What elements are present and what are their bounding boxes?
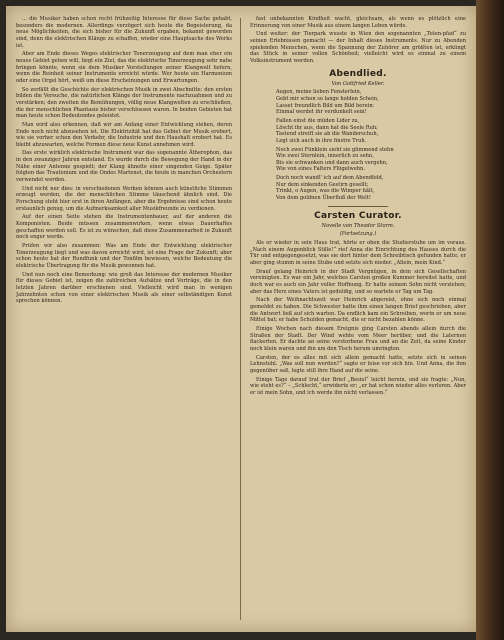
poem-title: Abendlied.: [329, 68, 387, 79]
poem-line: Legt sich auch in ihre finstre Truh.: [276, 137, 367, 144]
paragraph: Das erste wirklich elektrische Instrument war das sogenannte Ätherophon, das in den zwanziger Jahren entstand. Es wurde durch die Bewegung der Hand in der Nähe einer Antenne gespielt; der Klang ähnelte einer singenden Geige. Später folgten das Trautonium und die Ondes Martenot, die heute in manchen Orchestern verwendet werden.: [16, 150, 232, 184]
poem-line: Einmal werdet ihr verdunkelt sein!: [276, 109, 367, 116]
story-continuation-note: (Fortsetzung.): [339, 231, 377, 238]
poem-line: Gebt mir schon so lange holden Schein,: [276, 95, 379, 102]
poem-line: Wie zwei Sternlein, innerlich zu sehn,: [276, 153, 374, 160]
book-page: [6, 6, 476, 632]
poem-stanza: [250, 89, 466, 116]
poem-stanza: [250, 118, 466, 145]
paragraph: Drauf gelang Heinrich in der Stadt Vergnügen, in dem sich Gesellschaften vereinigten. Es war ein Jahr, welches Carsten großen Kummer bereitet hatte, und doch war es auch ein Jahr voller Hoffnung. Er hatte seinem Sohn nicht verziehen; aber das Herz eines Vaters ist geduldig, und so wartete er Tag um Tag.: [250, 268, 466, 295]
poem-stanza: [250, 175, 466, 202]
paragraph: Prüfen wir also zusammen: Was am Ende der Entwicklung elektrischer Tonerzeugung liegt und was davon erreicht wird, ist eine Frage der Zukunft; aber schon heute hat der Rundfunk und der Tonfilm bewiesen, welche Bedeutung die elektrische Übertragung für die Musik gewonnen hat.: [16, 243, 232, 269]
paragraph: Und nun noch eine Bemerkung: wie groß das Interesse der modernen Musiker für dieses Gebiet ist, zeigen die zahlreichen Aufsätze und Vorträge, die in den letzten Jahren darüber erschienen sind. Vielleicht wird man in wenigen Jahrzehnten schon von einer elektrischen Musik als einer selbständigen Kunst sprechen können.: [16, 271, 232, 305]
paragraph: Und weiter: der Tierpark wusste in Wien den sogenannten „Toten-pfad“ zu seinen Erlebnissen gemacht — der Inhalt dieses Instruments. Nur zu Abenden spielenden Menschen, wenn die Spannung der Zuhörer am größten ist, erklingt das Stück in seiner vollen Schönheit; vielleicht wird es einmal zu einem Volksinstrument werden.: [250, 31, 466, 64]
column-divider: [240, 18, 241, 620]
paragraph: ... die Musiker haben schon recht frühzeitig Interesse für diese Sache gehabt, besonders die modernen. Allerdings verzögert sich heute die Begeisterung, da neue Möglichkeiten, die sich bisher für die Zukunft ergaben, bekannt geworden sind, denn die elektrischen Klänge zu schaffen, wieder eine Hauptsache des Werks ist.: [16, 16, 232, 49]
poem-line: Tastend streift sie ab die Wanderschuh,: [276, 131, 379, 138]
paragraph: Auf der einen Seite stehen die Instrumentenbauer, auf der anderen die Komponisten. Beide müssen zusammenwirken, wenn etwas Dauerhaftes geschaffen werden soll. Es ist zu wünschen, daß diese Zusammenarbeit in Zukunft noch enger werde.: [16, 214, 232, 241]
paragraph: Aber am Ende dieses Weges elektrischer Tonerzeugung auf dem man eher ein neues Gebiet gehen will, liegt ein Ziel, das die elektrische Tonerzeugung sehr nahe bringen könnte, wenn sie dem Musiker Vorstellungen seiner Klangwelt liefern, wenn die Reinheit seiner Instrumente erreicht würde. Wer heute ein Harmonium oder eine Orgel hört, weiß um diese Erscheinungen und Erwartungen.: [16, 51, 232, 84]
paragraph: Einige Wochen nach diesem Ereignis ging Carsten abends allein durch die Straßen der Stadt. Der Wind wehte vom Meer herüber, und die Laternen flackerten. Er dachte an seine verstorbene Frau und an die Zeit, da seine Kinder noch klein waren und ihn um den Tisch herum umringten.: [250, 325, 466, 352]
paragraph: Und nicht nur dies: in verschiedenen Werken können auch künstliche Stimmen erzeugt werden, die der menschlichen Stimme täuschend ähnlich sind. Die Forschung steht hier erst in ihren Anfängen, aber die Ergebnisse sind schon heute erstaunlich genug, um die Aufmerksamkeit aller Musikfreunde zu verdienen.: [16, 185, 232, 212]
paragraph: Einige Tage darauf trat der Brief „Besiel“ leicht herein, und sie fragte: „Nun, wie steht es?“ – „Schlecht,“ erwiderte er; „er hat schon wieder alles verloren. Aber er ist mein Sohn, und ich werde ihn nicht verlassen.“: [250, 376, 466, 396]
poem-line: Noch zwei Fünklein sieht sie glimmend stehn: [276, 146, 394, 153]
poem-line: Augen, meine lieben Fensterlein,: [276, 89, 362, 96]
poem-author: Von Gottfried Keller.: [331, 80, 385, 87]
story-title: Carsten Curator.: [314, 210, 402, 221]
paragraph: So zerfällt die Geschichte der elektrischen Musik in zwei Abschnitte: den ersten bilden die Versuche, die natürlichen Klänge der Instrumente nachzuahmen und zu verstärken; den zweiten die Bemühungen, völlig neue Klangwelten zu erschließen, die der menschlichen Phantasie bisher verschlossen waren. In beiden Gebieten hat man heute schon Bedeutendes geleistet.: [16, 86, 232, 120]
poem-line: Lasset freundlich Bild um Bild herein:: [276, 102, 375, 109]
story-subtitle: Novelle von Theodor Storm.: [321, 222, 395, 229]
poem-line: Löscht ihr aus, dann hat die Seele Ruh;: [276, 124, 378, 131]
paragraph: Carsten, der es alles mit sich allein gemacht hatte, setzte sich in seinen Lehnstuhl. „Was soll nun werden?“ sagte er leise vor sich hin. Und Anna, die ihm gegenüber saß, legte still ihre Hand auf die seine.: [250, 354, 466, 374]
paragraph: fast unbekannten Kindheit wacht, gleichsam, als wenn es plötzlich eine Erinnerung von einer Musik aus einem langen Leben würde.: [250, 16, 466, 29]
poem-line: Bis sie schwanken und dann auch vergehn,: [276, 159, 388, 166]
poem-line: Doch noch wandl' ich auf dem Abendfeld,: [276, 175, 384, 182]
book-spine: [476, 0, 504, 640]
paragraph: Als er wieder in sein Haus trat, hörte er oben die Studierstube um im voraus. „Nach einem Augenblick Stille!“ rief Anna die Einrichtung des Hauses durch die Tür und entgegengesetzt, was sie dort hinter dem Schreibtisch gefunden hatte; er aber ging stumm in seine Stube und setzte sich nieder. „Allein, mein Kind.“: [250, 240, 466, 267]
paragraph: Nach der Weihnachtszeit war Heinrich abgereist, ohne sich noch einmal gemeldet zu haben. Die Schwester hatte ihm einen langen Brief geschrieben, aber die Antwort ließ auf sich warten. Da endlich kam ein Schreiben, worin er um neue Mittel bat; er habe Schulden gemacht, die er nicht bezahlen könne.: [250, 297, 466, 324]
right-column: [250, 16, 466, 622]
paragraph: Man wird also erkennen, daß wir am Anfang einer Entwicklung stehen, deren Ende noch nicht abzusehen ist. Die Elektrizität hat das Gebiet der Musik erobert, wie sie vorher schon den Verkehr, die Industrie und den Haushalt erobert hat. Es bleibt abzuwarten, welche Formen diese neue Kunst annehmen wird.: [16, 121, 232, 148]
section-divider: [328, 206, 388, 207]
poem-line: Nur dem sinkenden Gestirn gesellt;: [276, 181, 369, 188]
poem-line: Trinkt, o Augen, was die Wimper hält,: [276, 188, 375, 195]
left-column: [16, 16, 232, 622]
poem-line: Von dem goldnen Überfluß der Welt!: [276, 195, 371, 202]
poem-line: Fallen einst die müden Lider zu,: [276, 117, 360, 124]
poem-stanza: [250, 147, 466, 174]
poem-line: Wie von eines Falters Flügelwehn.: [276, 166, 365, 173]
